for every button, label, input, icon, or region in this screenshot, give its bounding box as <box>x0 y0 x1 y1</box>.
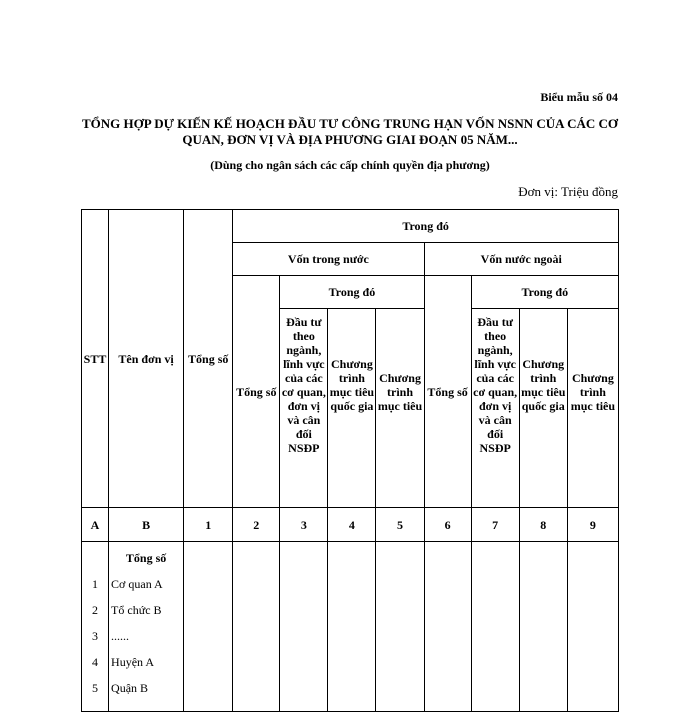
index-cell: 2 <box>233 508 280 542</box>
stt-column <box>82 542 109 712</box>
document-subtitle: (Dùng cho ngân sách các cấp chính quyền địa phương) <box>210 158 490 172</box>
index-cell: 5 <box>376 508 424 542</box>
body-cell <box>471 542 519 712</box>
index-cell: 3 <box>280 508 328 542</box>
row-stt: 4 <box>92 655 99 669</box>
row-name: Tổ chức B <box>111 603 162 617</box>
row-stt: 3 <box>92 629 99 643</box>
header-stt: STT <box>82 210 109 508</box>
index-cell: 9 <box>567 508 618 542</box>
row-stt <box>82 550 108 576</box>
header-foreign-capital: Vốn nước ngoài <box>424 243 618 276</box>
investment-table <box>81 209 619 712</box>
row-stt: 5 <box>92 681 99 695</box>
body-cell <box>519 542 567 712</box>
row-name: ...... <box>111 629 130 643</box>
index-cell: B <box>109 508 184 542</box>
row-stt: 1 <box>92 577 99 591</box>
body-cell <box>233 542 280 712</box>
unit-name-column <box>109 542 184 712</box>
index-cell: 4 <box>328 508 376 542</box>
index-cell: 7 <box>471 508 519 542</box>
body-cell <box>184 542 233 712</box>
index-cell: 6 <box>424 508 471 542</box>
table-body-row <box>82 542 619 712</box>
index-cell: 1 <box>184 508 233 542</box>
row-name: Cơ quan A <box>111 577 163 591</box>
row-name-total: Tổng số <box>125 551 167 565</box>
index-cell: 8 <box>519 508 567 542</box>
header-foreign-national-target: Chương trình mục tiêu quốc gia <box>519 309 567 508</box>
header-foreign-total: Tổng số <box>424 276 471 508</box>
index-cell: A <box>82 508 109 542</box>
body-cell <box>376 542 424 712</box>
header-unit-name: Tên đơn vị <box>109 210 184 508</box>
header-domestic-in-which: Trong đó <box>280 276 424 309</box>
row-stt: 2 <box>92 603 99 617</box>
body-cell <box>424 542 471 712</box>
body-cell <box>280 542 328 712</box>
header-foreign-in-which: Trong đó <box>471 276 618 309</box>
header-domestic-total: Tổng số <box>233 276 280 508</box>
body-cell <box>328 542 376 712</box>
header-domestic-sector: Đầu tư theo ngành, lĩnh vực của các cơ quan, đơn vị và cân đối NSĐP <box>280 309 328 508</box>
row-name: Huyện A <box>111 655 155 669</box>
header-domestic-target-program: Chương trình mục tiêu <box>376 309 424 508</box>
document-title: TỔNG HỢP DỰ KIẾN KẾ HOẠCH ĐẦU TƯ CÔNG TRUNG HẠN VỐN NSNN CỦA CÁC CƠ QUAN, ĐƠN VỊ VÀ ĐỊA PHƯƠNG GIAI ĐOẠN 05 NĂM... <box>81 116 619 147</box>
unit-label: Đơn vị: Triệu đồng <box>518 184 618 199</box>
row-name: Quận B <box>111 681 149 695</box>
header-domestic-national-target: Chương trình mục tiêu quốc gia <box>328 309 376 508</box>
header-foreign-sector: Đầu tư theo ngành, lĩnh vực của các cơ quan, đơn vị và cân đối NSĐP <box>471 309 519 508</box>
body-cell <box>567 542 618 712</box>
header-domestic-capital: Vốn trong nước <box>233 243 424 276</box>
form-number: Biểu mẫu số 04 <box>540 90 618 104</box>
header-foreign-target-program: Chương trình mục tiêu <box>567 309 618 508</box>
header-total: Tổng số <box>184 210 233 508</box>
index-row <box>82 508 619 542</box>
header-in-which: Trong đó <box>233 210 619 243</box>
